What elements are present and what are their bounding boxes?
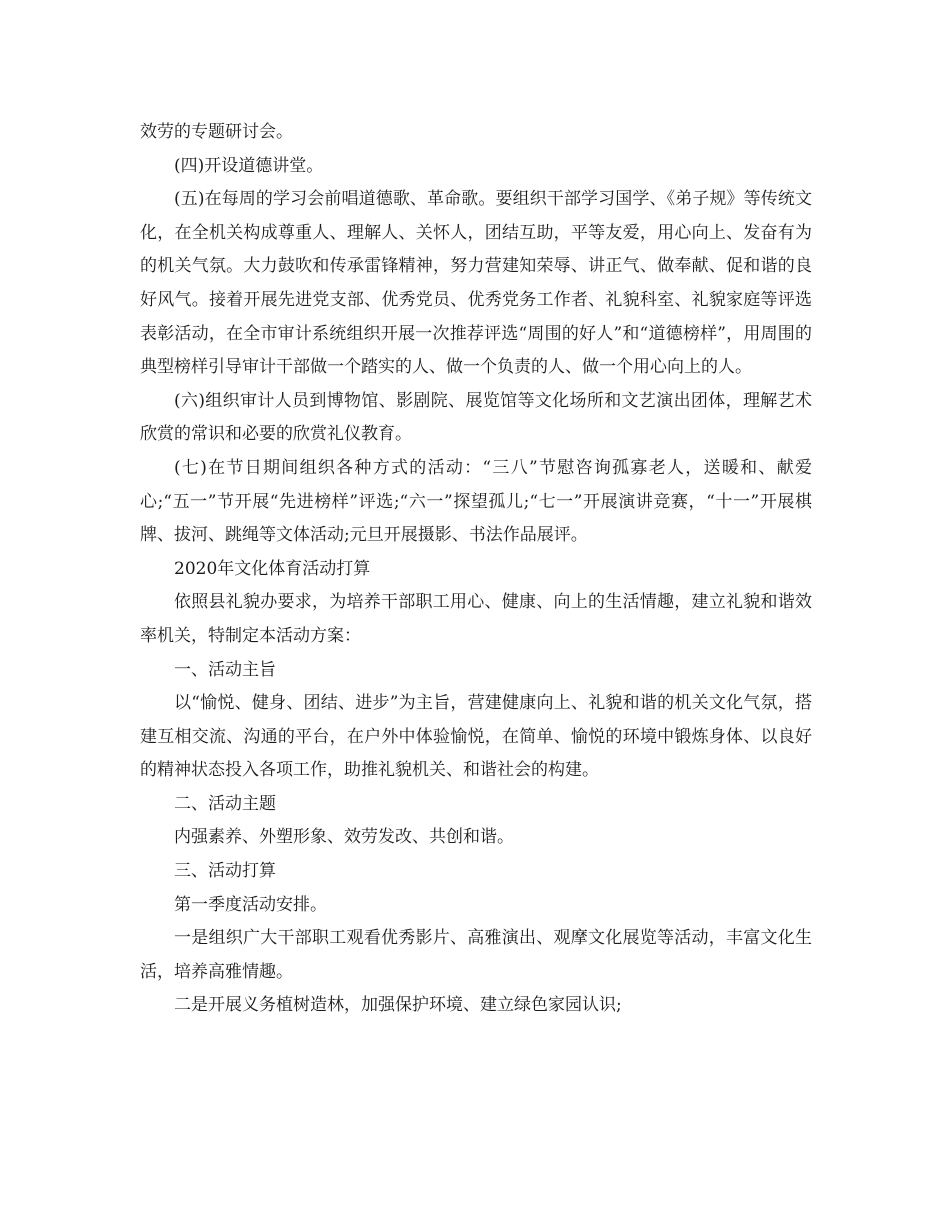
paragraph: 第一季度活动安排。 (174, 894, 327, 915)
paragraph: (六)组织审计人员到博物馆、影剧院、展览馆等文化场所和文艺演出团体，理解艺术欣赏的常识和必要的欣赏礼仪教育。 (140, 390, 812, 445)
paragraph: (五)在每周的学习会前唱道德歌、革命歌。要组织干部学习国学、《弟子规》等传统文化，在全机关构成尊重人、理解人、关怀人，团结互助，平等友爱，用心向上、发奋有为的机关气氛。大力鼓吹和传承雷锋精神，努力营建知荣辱、讲正气、做奉献、促和谐的良好风气。接着开展先进党支部、优秀党员、优秀党务工作者、礼貌科室、礼貌家庭等评选表彰活动，在全市审计系统组织开展一次推荐评选“周围的好人”和“道德榜样”，用周围的典型榜样引导审计干部做一个踏实的人、做一个负责的人、做一个用心向上的人。 (140, 189, 812, 378)
paragraph: 二是开展义务植树造林，加强保护环境、建立绿色家园认识; (174, 995, 622, 1016)
section-heading: 二、活动主题 (174, 793, 276, 814)
document-body (140, 116, 812, 1023)
section-heading: 一、活动主旨 (174, 659, 276, 680)
paragraph: 效劳的专题研讨会。 (140, 122, 293, 142)
paragraph: (四)开设道德讲堂。 (174, 155, 324, 176)
section-heading: 三、活动打算 (174, 861, 276, 882)
paragraph: 一是组织广大干部职工观看优秀影片、高雅演出、观摩文化展览等活动，丰富文化生活，培养高雅情趣。 (140, 928, 812, 982)
paragraph: 以“愉悦、健身、团结、进步”为主旨，营建健康向上、礼貌和谐的机关文化气氛，搭建互相交流、沟通的平台，在户外中体验愉悦，在简单、愉悦的环境中锻炼身体、以良好的精神状态投入各项工作，助推礼貌机关、和谐社会的构建。 (140, 693, 812, 781)
paragraph: (七)在节日期间组织各种方式的活动：“三八”节慰咨询孤寡老人，送暖和、献爱心;“五一”节开展“先进榜样”评选;“六一”探望孤儿;“七一”开展演讲竞赛，“十一”开展棋牌、拔河、跳绳等文体活动;元旦开展摄影、书法作品展评。 (140, 457, 812, 546)
paragraph: 依照县礼貌办要求，为培养干部职工用心、健康、向上的生活情趣，建立礼貌和谐效率机关，特制定本活动方案： (140, 592, 812, 646)
paragraph: 内强素养、外塑形象、效劳发改、共创和谐。 (174, 827, 514, 848)
section-title: 2020年文化体育活动打算 (174, 558, 371, 579)
